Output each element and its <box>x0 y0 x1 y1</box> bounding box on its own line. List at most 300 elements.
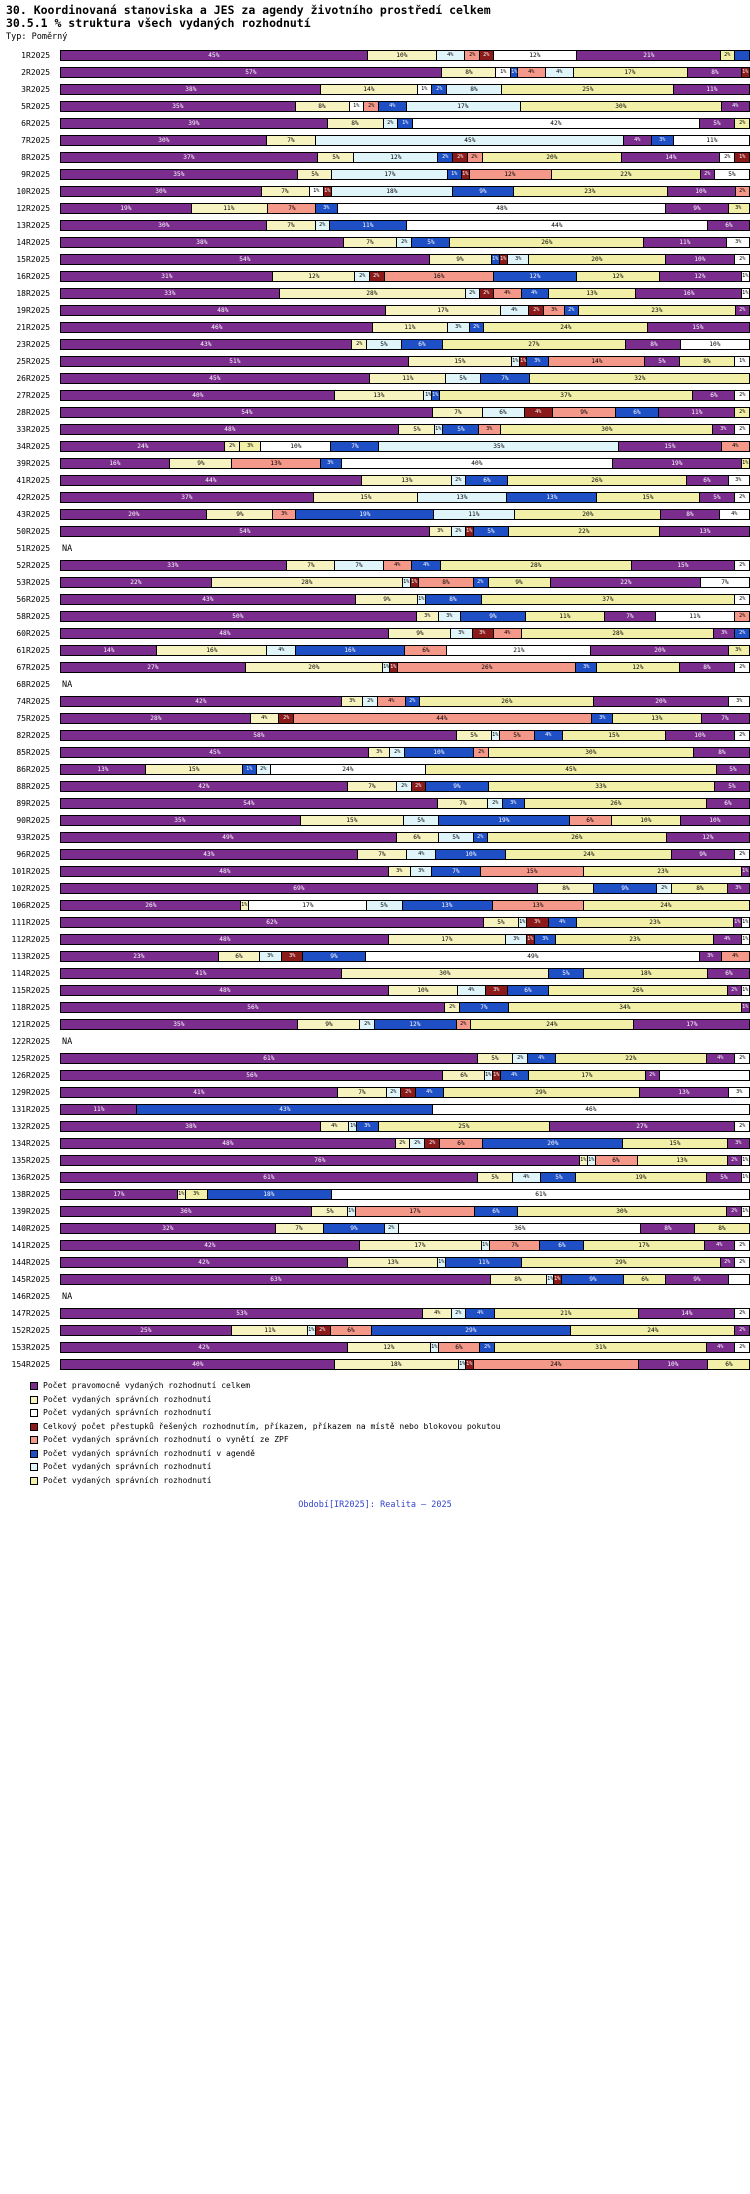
bar-segment[interactable] <box>61 1326 232 1335</box>
bar-segment[interactable] <box>61 1190 178 1199</box>
bar-segment[interactable] <box>674 85 749 94</box>
bar-segment[interactable] <box>465 51 480 60</box>
stacked-bar[interactable] <box>60 764 750 775</box>
bar-segment[interactable] <box>707 1054 735 1063</box>
bar-segment[interactable] <box>513 1054 528 1063</box>
bar-segment[interactable] <box>538 884 594 893</box>
bar-segment[interactable] <box>735 663 749 672</box>
bar-segment[interactable] <box>61 884 538 893</box>
bar-segment[interactable] <box>742 459 749 468</box>
bar-segment[interactable] <box>576 1173 707 1182</box>
bar-segment[interactable] <box>707 799 749 808</box>
bar-segment[interactable] <box>736 187 749 196</box>
stacked-bar[interactable] <box>60 1359 750 1370</box>
bar-segment[interactable] <box>301 816 404 825</box>
bar-segment[interactable] <box>720 510 749 519</box>
bar-segment[interactable] <box>742 986 749 995</box>
bar-segment[interactable] <box>553 408 616 417</box>
bar-segment[interactable] <box>619 442 722 451</box>
stacked-bar[interactable] <box>60 84 750 95</box>
bar-segment[interactable] <box>298 170 333 179</box>
bar-segment[interactable] <box>549 918 577 927</box>
bar-segment[interactable] <box>584 969 708 978</box>
bar-segment[interactable] <box>61 697 342 706</box>
bar-segment[interactable] <box>735 612 749 621</box>
legend-item[interactable] <box>30 1435 750 1447</box>
bar-segment[interactable] <box>170 459 232 468</box>
bar-segment[interactable] <box>387 1088 401 1097</box>
bar-segment[interactable] <box>470 323 485 332</box>
bar-segment[interactable] <box>420 697 595 706</box>
bar-segment[interactable] <box>549 289 636 298</box>
bar-segment[interactable] <box>232 1326 308 1335</box>
bar-segment[interactable] <box>554 1275 562 1284</box>
stacked-bar[interactable] <box>60 509 750 520</box>
bar-segment[interactable] <box>368 51 437 60</box>
stacked-bar[interactable] <box>60 1172 750 1183</box>
bar-segment[interactable] <box>720 153 735 162</box>
bar-segment[interactable] <box>273 272 356 281</box>
bar-segment[interactable] <box>448 170 462 179</box>
bar-segment[interactable] <box>571 1326 735 1335</box>
bar-segment[interactable] <box>622 153 720 162</box>
bar-segment[interactable] <box>708 969 749 978</box>
bar-segment[interactable] <box>672 884 728 893</box>
bar-segment[interactable] <box>481 374 530 383</box>
bar-segment[interactable] <box>367 340 402 349</box>
bar-segment[interactable] <box>61 952 219 961</box>
bar-segment[interactable] <box>742 867 749 876</box>
bar-segment[interactable] <box>525 408 554 417</box>
bar-segment[interactable] <box>287 561 336 570</box>
bar-segment[interactable] <box>508 986 550 995</box>
stacked-bar[interactable] <box>60 560 750 571</box>
bar-segment[interactable] <box>61 1088 338 1097</box>
bar-segment[interactable] <box>638 1156 728 1165</box>
bar-segment[interactable] <box>186 1190 208 1199</box>
legend-item[interactable] <box>30 1422 750 1434</box>
bar-segment[interactable] <box>721 1258 736 1267</box>
bar-segment[interactable] <box>616 408 658 417</box>
stacked-bar[interactable] <box>60 322 750 333</box>
stacked-bar[interactable] <box>60 917 750 928</box>
bar-segment[interactable] <box>584 901 749 910</box>
bar-segment[interactable] <box>667 833 749 842</box>
bar-segment[interactable] <box>660 272 743 281</box>
stacked-bar[interactable] <box>60 1087 750 1098</box>
bar-segment[interactable] <box>157 646 267 655</box>
stacked-bar[interactable] <box>60 1206 750 1217</box>
bar-segment[interactable] <box>483 1139 623 1148</box>
bar-segment[interactable] <box>596 1156 638 1165</box>
bar-segment[interactable] <box>735 408 749 417</box>
stacked-bar[interactable] <box>60 628 750 639</box>
bar-segment[interactable] <box>483 153 623 162</box>
bar-segment[interactable] <box>280 289 466 298</box>
bar-segment[interactable] <box>398 119 413 128</box>
bar-segment[interactable] <box>61 1003 445 1012</box>
bar-segment[interactable] <box>332 187 453 196</box>
bar-segment[interactable] <box>296 646 406 655</box>
bar-segment[interactable] <box>316 1326 331 1335</box>
bar-segment[interactable] <box>491 1275 546 1284</box>
bar-segment[interactable] <box>466 289 480 298</box>
bar-segment[interactable] <box>61 1156 580 1165</box>
stacked-bar[interactable] <box>60 968 750 979</box>
bar-segment[interactable] <box>661 510 720 519</box>
bar-segment[interactable] <box>338 1088 386 1097</box>
bar-segment[interactable] <box>360 1241 482 1250</box>
bar-segment[interactable] <box>438 799 488 808</box>
bar-segment[interactable] <box>466 1360 474 1369</box>
stacked-bar[interactable] <box>60 441 750 452</box>
bar-segment[interactable] <box>61 187 262 196</box>
bar-segment[interactable] <box>461 612 526 621</box>
stacked-bar[interactable] <box>60 730 750 741</box>
stacked-bar[interactable] <box>60 849 750 860</box>
stacked-bar[interactable] <box>60 866 750 877</box>
bar-segment[interactable] <box>232 459 321 468</box>
bar-segment[interactable] <box>294 714 592 723</box>
bar-segment[interactable] <box>688 68 742 77</box>
stacked-bar[interactable] <box>60 815 750 826</box>
bar-segment[interactable] <box>367 901 402 910</box>
bar-segment[interactable] <box>411 578 419 587</box>
bar-segment[interactable] <box>580 1156 588 1165</box>
bar-segment[interactable] <box>508 476 686 485</box>
bar-segment[interactable] <box>474 578 489 587</box>
stacked-bar[interactable] <box>60 135 750 146</box>
bar-segment[interactable] <box>447 85 503 94</box>
bar-segment[interactable] <box>549 357 645 366</box>
bar-segment[interactable] <box>366 952 701 961</box>
bar-segment[interactable] <box>273 510 296 519</box>
stacked-bar[interactable] <box>60 696 750 707</box>
bar-segment[interactable] <box>344 238 397 247</box>
stacked-bar[interactable] <box>60 373 750 384</box>
bar-segment[interactable] <box>549 969 584 978</box>
stacked-bar[interactable] <box>60 186 750 197</box>
bar-segment[interactable] <box>61 867 389 876</box>
stacked-bar[interactable] <box>60 152 750 163</box>
bar-segment[interactable] <box>514 187 668 196</box>
bar-segment[interactable] <box>61 1309 423 1318</box>
bar-segment[interactable] <box>544 306 565 315</box>
bar-segment[interactable] <box>61 731 457 740</box>
bar-segment[interactable] <box>722 952 749 961</box>
bar-segment[interactable] <box>399 1224 641 1233</box>
bar-segment[interactable] <box>443 340 626 349</box>
bar-segment[interactable] <box>384 561 412 570</box>
bar-segment[interactable] <box>466 1309 494 1318</box>
bar-segment[interactable] <box>372 1326 570 1335</box>
bar-segment[interactable] <box>728 1139 749 1148</box>
bar-segment[interactable] <box>708 1360 749 1369</box>
bar-segment[interactable] <box>701 170 715 179</box>
bar-segment[interactable] <box>525 799 707 808</box>
bar-segment[interactable] <box>657 884 672 893</box>
bar-segment[interactable] <box>535 731 563 740</box>
bar-segment[interactable] <box>207 510 273 519</box>
bar-segment[interactable] <box>735 1122 749 1131</box>
bar-segment[interactable] <box>418 493 508 502</box>
bar-segment[interactable] <box>276 1224 324 1233</box>
bar-segment[interactable] <box>373 323 448 332</box>
bar-segment[interactable] <box>729 646 749 655</box>
bar-segment[interactable] <box>640 1088 729 1097</box>
bar-segment[interactable] <box>742 1173 749 1182</box>
bar-segment[interactable] <box>489 782 715 791</box>
bar-segment[interactable] <box>356 595 418 604</box>
bar-segment[interactable] <box>466 527 474 536</box>
bar-segment[interactable] <box>496 68 510 77</box>
bar-segment[interactable] <box>521 102 722 111</box>
bar-segment[interactable] <box>519 918 527 927</box>
bar-segment[interactable] <box>438 153 453 162</box>
bar-segment[interactable] <box>529 255 666 264</box>
bar-segment[interactable] <box>352 340 367 349</box>
bar-segment[interactable] <box>480 51 495 60</box>
bar-segment[interactable] <box>438 1258 446 1267</box>
stacked-bar[interactable] <box>60 169 750 180</box>
bar-segment[interactable] <box>335 561 384 570</box>
bar-segment[interactable] <box>61 646 157 655</box>
bar-segment[interactable] <box>482 1241 490 1250</box>
bar-segment[interactable] <box>314 493 417 502</box>
bar-segment[interactable] <box>178 1190 186 1199</box>
bar-segment[interactable] <box>483 408 525 417</box>
bar-segment[interactable] <box>742 935 749 944</box>
bar-segment[interactable] <box>61 289 280 298</box>
bar-segment[interactable] <box>474 527 509 536</box>
bar-segment[interactable] <box>714 629 735 638</box>
bar-segment[interactable] <box>707 1173 742 1182</box>
bar-segment[interactable] <box>61 306 386 315</box>
bar-segment[interactable] <box>470 170 552 179</box>
bar-segment[interactable] <box>565 306 579 315</box>
bar-segment[interactable] <box>527 918 548 927</box>
bar-segment[interactable] <box>439 833 474 842</box>
bar-segment[interactable] <box>61 1122 321 1131</box>
bar-segment[interactable] <box>722 442 749 451</box>
legend-item[interactable] <box>30 1449 750 1461</box>
bar-segment[interactable] <box>61 833 397 842</box>
bar-segment[interactable] <box>632 561 735 570</box>
bar-segment[interactable] <box>506 935 527 944</box>
bar-segment[interactable] <box>61 1343 348 1352</box>
bar-segment[interactable] <box>489 748 695 757</box>
stacked-bar[interactable] <box>60 203 750 214</box>
stacked-bar[interactable] <box>60 390 750 401</box>
bar-segment[interactable] <box>212 578 403 587</box>
bar-segment[interactable] <box>735 1054 749 1063</box>
bar-segment[interactable] <box>379 102 407 111</box>
bar-segment[interactable] <box>342 969 548 978</box>
bar-segment[interactable] <box>474 748 489 757</box>
bar-segment[interactable] <box>267 221 316 230</box>
bar-segment[interactable] <box>503 799 525 808</box>
bar-segment[interactable] <box>61 663 246 672</box>
bar-segment[interactable] <box>61 136 267 145</box>
bar-segment[interactable] <box>507 493 597 502</box>
bar-segment[interactable] <box>432 391 440 400</box>
bar-segment[interactable] <box>362 476 452 485</box>
bar-segment[interactable] <box>681 816 749 825</box>
bar-segment[interactable] <box>451 629 472 638</box>
bar-segment[interactable] <box>529 1071 646 1080</box>
stacked-bar[interactable] <box>60 1189 750 1200</box>
bar-segment[interactable] <box>426 782 488 791</box>
bar-segment[interactable] <box>409 357 512 366</box>
bar-segment[interactable] <box>551 578 702 587</box>
bar-segment[interactable] <box>331 1326 373 1335</box>
bar-segment[interactable] <box>574 68 688 77</box>
bar-segment[interactable] <box>639 1360 708 1369</box>
bar-segment[interactable] <box>700 119 735 128</box>
bar-segment[interactable] <box>511 68 519 77</box>
bar-segment[interactable] <box>490 1241 541 1250</box>
bar-segment[interactable] <box>735 357 749 366</box>
bar-segment[interactable] <box>666 204 728 213</box>
bar-segment[interactable] <box>695 1224 748 1233</box>
bar-segment[interactable] <box>411 867 432 876</box>
bar-segment[interactable] <box>535 935 556 944</box>
bar-segment[interactable] <box>474 833 489 842</box>
bar-segment[interactable] <box>556 935 714 944</box>
bar-segment[interactable] <box>715 782 749 791</box>
stacked-bar[interactable] <box>60 645 750 656</box>
bar-segment[interactable] <box>530 374 749 383</box>
bar-segment[interactable] <box>61 1020 298 1029</box>
bar-segment[interactable] <box>246 663 383 672</box>
bar-segment[interactable] <box>735 255 749 264</box>
bar-segment[interactable] <box>267 136 316 145</box>
bar-segment[interactable] <box>735 391 749 400</box>
bar-segment[interactable] <box>61 493 314 502</box>
bar-segment[interactable] <box>648 323 749 332</box>
bar-segment[interactable] <box>403 578 411 587</box>
stacked-bar[interactable] <box>60 577 750 588</box>
stacked-bar[interactable] <box>60 832 750 843</box>
bar-segment[interactable] <box>489 578 551 587</box>
bar-segment[interactable] <box>137 1105 433 1114</box>
bar-segment[interactable] <box>61 629 389 638</box>
bar-segment[interactable] <box>316 204 337 213</box>
bar-segment[interactable] <box>453 153 468 162</box>
bar-segment[interactable] <box>453 187 514 196</box>
bar-segment[interactable] <box>338 204 666 213</box>
bar-segment[interactable] <box>241 901 249 910</box>
bar-segment[interactable] <box>406 697 420 706</box>
bar-segment[interactable] <box>267 646 295 655</box>
bar-segment[interactable] <box>613 714 702 723</box>
bar-segment[interactable] <box>418 85 433 94</box>
bar-segment[interactable] <box>735 595 749 604</box>
bar-segment[interactable] <box>509 527 660 536</box>
bar-segment[interactable] <box>460 1003 509 1012</box>
bar-segment[interactable] <box>389 867 410 876</box>
stacked-bar[interactable] <box>60 271 750 282</box>
bar-segment[interactable] <box>425 1139 440 1148</box>
stacked-bar[interactable] <box>60 1155 750 1166</box>
bar-segment[interactable] <box>577 918 735 927</box>
bar-segment[interactable] <box>375 1020 457 1029</box>
bar-segment[interactable] <box>61 153 318 162</box>
bar-segment[interactable] <box>500 255 508 264</box>
bar-segment[interactable] <box>501 306 529 315</box>
bar-segment[interactable] <box>271 765 426 774</box>
bar-segment[interactable] <box>735 1343 749 1352</box>
stacked-bar[interactable] <box>60 934 750 945</box>
bar-segment[interactable] <box>61 85 321 94</box>
bar-segment[interactable] <box>61 1139 396 1148</box>
bar-segment[interactable] <box>208 1190 332 1199</box>
bar-segment[interactable] <box>522 1258 721 1267</box>
bar-segment[interactable] <box>527 357 548 366</box>
bar-segment[interactable] <box>61 986 389 995</box>
bar-segment[interactable] <box>426 595 482 604</box>
bar-segment[interactable] <box>513 1173 541 1182</box>
bar-segment[interactable] <box>714 935 742 944</box>
bar-segment[interactable] <box>61 425 399 434</box>
bar-segment[interactable] <box>386 306 502 315</box>
bar-segment[interactable] <box>403 901 494 910</box>
bar-segment[interactable] <box>612 816 681 825</box>
bar-segment[interactable] <box>385 1224 399 1233</box>
bar-segment[interactable] <box>331 442 380 451</box>
bar-segment[interactable] <box>494 289 521 298</box>
bar-segment[interactable] <box>390 748 405 757</box>
bar-segment[interactable] <box>61 323 373 332</box>
stacked-bar[interactable] <box>60 1342 750 1353</box>
legend-item[interactable] <box>30 1462 750 1474</box>
bar-segment[interactable] <box>468 153 483 162</box>
bar-segment[interactable] <box>350 102 364 111</box>
bar-segment[interactable] <box>379 442 618 451</box>
bar-segment[interactable] <box>452 476 467 485</box>
bar-segment[interactable] <box>225 442 240 451</box>
bar-segment[interactable] <box>441 561 633 570</box>
bar-segment[interactable] <box>389 986 458 995</box>
bar-segment[interactable] <box>728 986 743 995</box>
bar-segment[interactable] <box>61 799 438 808</box>
bar-segment[interactable] <box>458 986 486 995</box>
bar-segment[interactable] <box>576 663 597 672</box>
bar-segment[interactable] <box>623 1139 728 1148</box>
bar-segment[interactable] <box>61 391 335 400</box>
bar-segment[interactable] <box>528 1054 556 1063</box>
bar-segment[interactable] <box>484 918 519 927</box>
bar-segment[interactable] <box>452 527 467 536</box>
bar-segment[interactable] <box>349 1122 357 1131</box>
bar-segment[interactable] <box>446 374 481 383</box>
bar-segment[interactable] <box>390 663 398 672</box>
bar-segment[interactable] <box>680 663 735 672</box>
stacked-bar[interactable] <box>60 662 750 673</box>
bar-segment[interactable] <box>432 85 447 94</box>
bar-segment[interactable] <box>432 867 481 876</box>
bar-segment[interactable] <box>735 731 749 740</box>
bar-segment[interactable] <box>61 459 170 468</box>
bar-segment[interactable] <box>735 1326 749 1335</box>
bar-segment[interactable] <box>370 272 385 281</box>
bar-segment[interactable] <box>418 595 426 604</box>
bar-segment[interactable] <box>594 884 657 893</box>
bar-segment[interactable] <box>389 629 451 638</box>
bar-segment[interactable] <box>700 493 735 502</box>
bar-segment[interactable] <box>480 1343 495 1352</box>
bar-segment[interactable] <box>434 510 515 519</box>
